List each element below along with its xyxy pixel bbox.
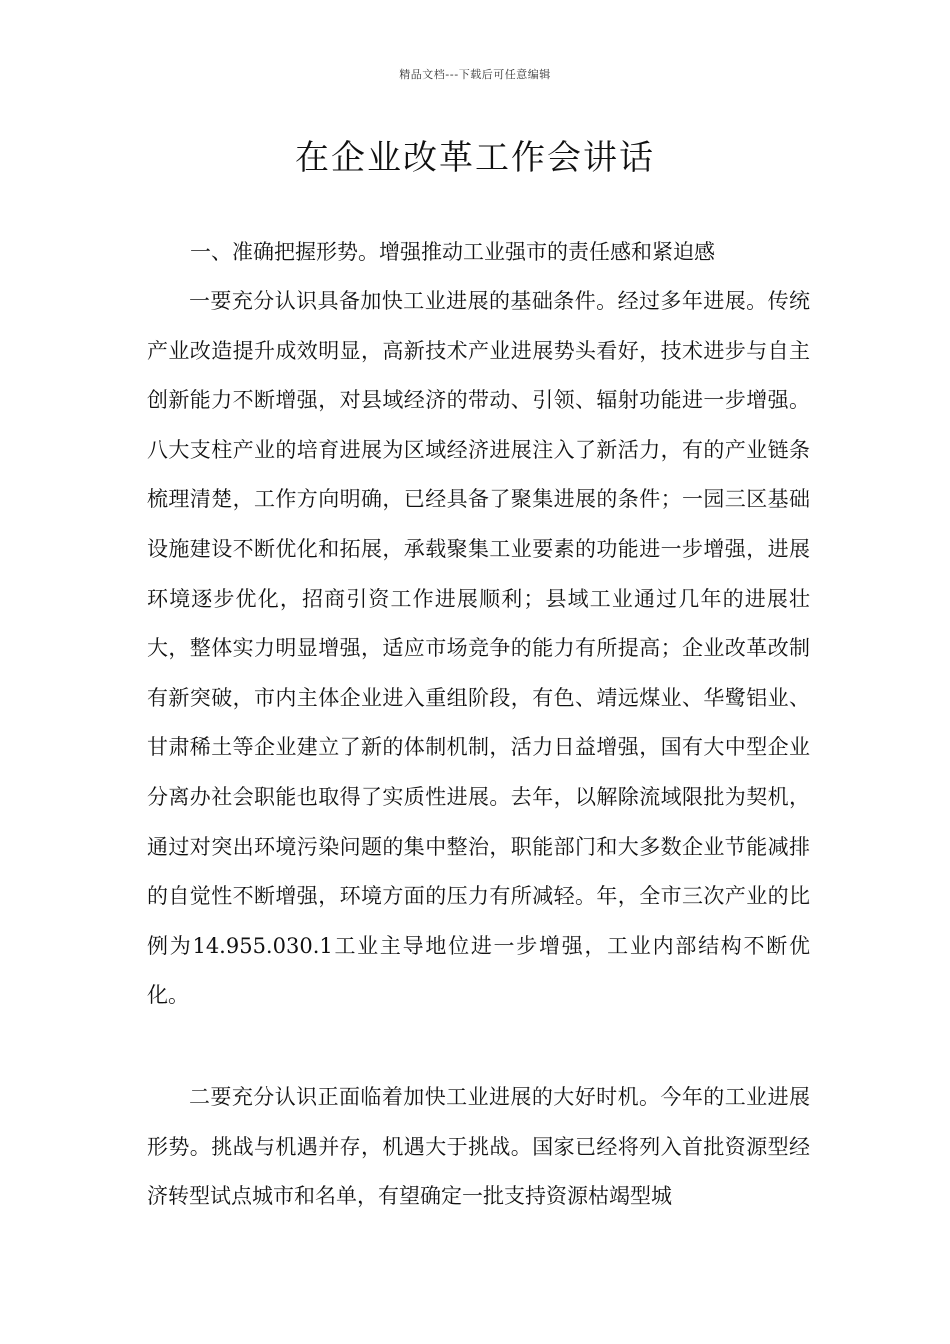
body-paragraph-2 bbox=[147, 1073, 810, 1222]
paragraph-text: 一要充分认识具备加快工业进展的基础条件。经过多年进展。传统产业改造提升成效明显，高新技术产业进展势头看好，技术进步与自主创新能力不断增强，对县域经济的带动、引领、辐射功能进一步增强。八大支柱产业的培育进展为区域经济进展注入了新活力，有的产业链条梳理清楚，工作方向明确，已经具备了聚集进展的条件；一园三区基础设施建设不断优化和拓展，承载聚集工业要素的功能进一步增强，进展环境逐步优化，招商引资工作进展顺利；县域工业通过几年的进展壮大，整体实力明显增强，适应市场竞争的能力有所提高；企业改革改制有新突破，市内主体企业进入重组阶段，有色、靖远煤业、华鹭铝业、甘肃稀土等企业建立了新的体制机制，活力日益增强，国有大中型企业分离办社会职能也取得了实质性进展。去年，以解除流域限批为契机，通过对突出环境污染问题的集中整治，职能部门和大多数企业节能减排的自觉性不断增强，环境方面的压力有所减轻。年，全市三次产业的比例为14.955.030.1工业主导地位进一步增强，工业内部结构不断优化。 bbox=[147, 289, 810, 1008]
body-paragraph-1 bbox=[147, 277, 810, 1021]
header-note: 精品文档---下载后可任意编辑 bbox=[399, 68, 551, 81]
section-heading: 一、准确把握形势。增强推动工业强市的责任感和紧迫感 bbox=[190, 240, 715, 264]
page-title: 在企业改革工作会讲话 bbox=[295, 138, 655, 178]
paragraph-text: 二要充分认识正面临着加快工业进展的大好时机。今年的工业进展形势。挑战与机遇并存，机遇大于挑战。国家已经将列入首批资源型经济转型试点城市和名单，有望确定一批支持资源枯竭型城 bbox=[147, 1085, 810, 1209]
